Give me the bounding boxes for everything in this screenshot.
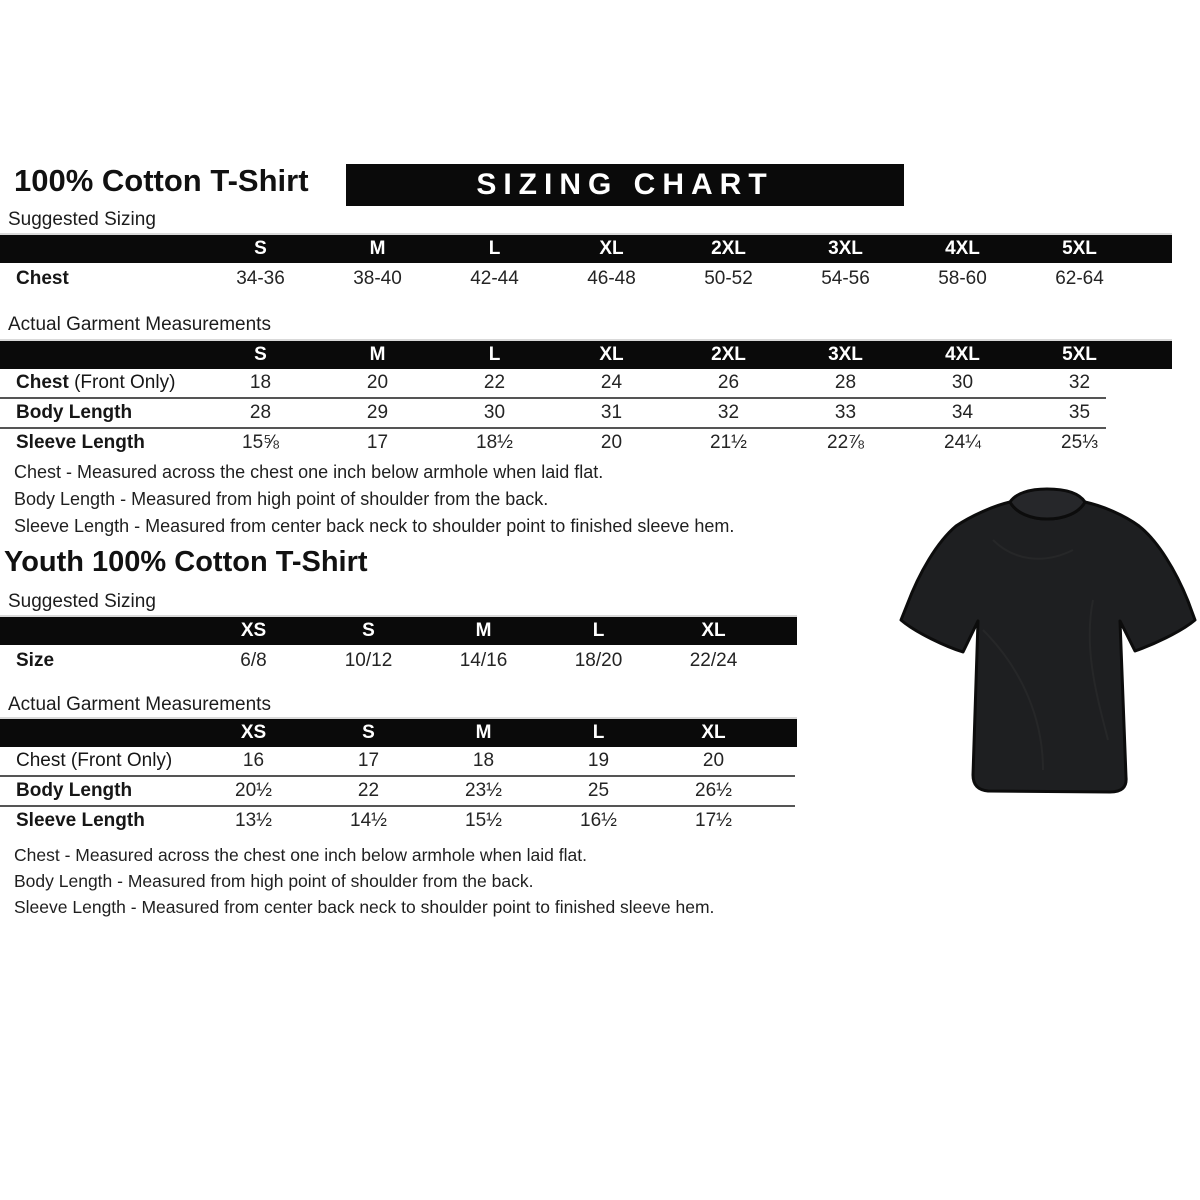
- measurement-value: 18: [249, 372, 272, 393]
- row-label: Sleeve Length: [16, 810, 145, 831]
- note-chest: Chest - Measured across the chest one inch below armhole when laid flat.: [14, 462, 604, 482]
- table-header-row: [0, 233, 1172, 263]
- table-row: [0, 399, 1106, 429]
- table-row: [0, 263, 1106, 294]
- row-label: Chest (Front Only): [16, 750, 173, 771]
- size-column-header: 2XL: [711, 238, 746, 259]
- measurement-value: 17½: [695, 810, 732, 831]
- measurement-value: 28: [834, 372, 857, 393]
- measurement-value: 26½: [695, 780, 732, 801]
- measurement-value: 62-64: [1055, 267, 1104, 289]
- measurement-value: 29: [366, 402, 389, 423]
- size-column-header: L: [592, 722, 605, 743]
- youth-actual-measurements-table: [0, 717, 797, 835]
- measurement-value: 50-52: [704, 267, 753, 289]
- table-row: [0, 807, 795, 835]
- measurement-value: 33: [834, 402, 857, 423]
- size-column-header: L: [592, 620, 605, 641]
- size-column-header: L: [488, 344, 501, 365]
- measurement-value: 30: [483, 402, 506, 423]
- size-column-header: XL: [599, 344, 624, 365]
- size-column-header: XL: [701, 722, 726, 743]
- size-column-header: 3XL: [828, 238, 863, 259]
- measurement-value: 17: [366, 432, 389, 453]
- table-row: [0, 645, 795, 676]
- adult-measurement-notes: [14, 459, 734, 540]
- measurement-value: 31: [600, 402, 623, 423]
- black-tshirt-image: [893, 480, 1200, 805]
- measurement-value: 16½: [580, 810, 617, 831]
- measurement-value: 23½: [465, 780, 502, 801]
- measurement-value: 15½: [465, 810, 502, 831]
- adult-suggested-sizing-table: [0, 233, 1172, 294]
- measurement-value: 35: [1068, 402, 1091, 423]
- measurement-value: 58-60: [938, 267, 987, 289]
- size-column-header: L: [488, 238, 501, 259]
- size-column-header: M: [475, 722, 492, 743]
- table-row: [0, 747, 795, 777]
- measurement-value: 18½: [476, 432, 513, 453]
- measurement-value: 22: [483, 372, 506, 393]
- measurement-value: 14/16: [459, 649, 508, 671]
- measurement-value: 20½: [235, 780, 272, 801]
- youth-actual-measurements-label: Actual Garment Measurements: [8, 694, 271, 715]
- measurement-value: 25: [587, 780, 610, 801]
- measurement-value: 20: [702, 750, 725, 771]
- measurement-value: 20: [600, 432, 623, 453]
- row-label: Body Length: [16, 780, 133, 801]
- measurement-value: 19: [587, 750, 610, 771]
- measurement-value: 22/24: [689, 649, 738, 671]
- measurement-value: 15⅝: [242, 432, 279, 453]
- tshirt-collar: [1010, 489, 1085, 519]
- table-header-row: [0, 717, 797, 747]
- measurement-value: 10/12: [344, 649, 393, 671]
- measurement-value: 21½: [710, 432, 747, 453]
- measurement-value: 34-36: [236, 267, 285, 289]
- note-body-length: Body Length - Measured from high point of shoulder from the back.: [14, 489, 549, 509]
- adult-actual-measurements-table: [0, 339, 1172, 457]
- measurement-value: 46-48: [587, 267, 636, 289]
- table-row: [0, 429, 1106, 457]
- measurement-value: 17: [357, 750, 380, 771]
- row-label: Chest: [16, 267, 69, 289]
- note-sleeve-length: Sleeve Length - Measured from center back neck to shoulder point to finished sleeve hem.: [14, 516, 735, 536]
- table-row: [0, 777, 795, 807]
- measurement-value: 13½: [235, 810, 272, 831]
- measurement-value: 18/20: [574, 649, 623, 671]
- measurement-value: 38-40: [353, 267, 402, 289]
- measurement-value: 54-56: [821, 267, 870, 289]
- size-column-header: M: [475, 620, 492, 641]
- size-column-header: S: [362, 620, 375, 641]
- size-column-header: M: [369, 344, 386, 365]
- size-column-header: 4XL: [945, 238, 980, 259]
- row-label: Body Length: [16, 402, 133, 423]
- size-column-header: 4XL: [945, 344, 980, 365]
- size-column-header: XS: [240, 620, 267, 641]
- note-body-length: Body Length - Measured from high point of shoulder from the back.: [14, 871, 534, 891]
- page-title: 100% Cotton T-Shirt: [14, 163, 309, 198]
- measurement-value: 20: [366, 372, 389, 393]
- size-column-header: 3XL: [828, 344, 863, 365]
- measurement-value: 32: [1068, 372, 1091, 393]
- note-chest: Chest - Measured across the chest one inch below armhole when laid flat.: [14, 845, 587, 865]
- youth-measurement-notes: [14, 842, 714, 920]
- size-column-header: M: [369, 238, 386, 259]
- measurement-value: 14½: [350, 810, 387, 831]
- measurement-value: 22: [357, 780, 380, 801]
- measurement-value: 18: [472, 750, 495, 771]
- measurement-value: 24¼: [944, 432, 981, 453]
- size-column-header: S: [254, 238, 267, 259]
- measurement-value: 34: [951, 402, 974, 423]
- measurement-value: 16: [242, 750, 265, 771]
- note-sleeve-length: Sleeve Length - Measured from center back neck to shoulder point to finished sleeve hem.: [14, 897, 715, 917]
- tshirt-body: [901, 502, 1195, 792]
- adult-actual-measurements-label: Actual Garment Measurements: [8, 314, 271, 335]
- youth-suggested-sizing-table: [0, 615, 797, 676]
- measurement-value: 30: [951, 372, 974, 393]
- sizing-chart-banner-text: SIZING CHART: [476, 168, 774, 201]
- measurement-value: 24: [600, 372, 623, 393]
- row-label: Chest (Front Only): [16, 372, 176, 393]
- size-column-header: 5XL: [1062, 344, 1097, 365]
- size-column-header: 5XL: [1062, 238, 1097, 259]
- size-column-header: 2XL: [711, 344, 746, 365]
- table-header-row: [0, 615, 797, 645]
- sizing-chart-banner: [346, 164, 904, 206]
- row-label: Sleeve Length: [16, 432, 145, 453]
- measurement-value: 32: [717, 402, 740, 423]
- measurement-value: 22⅞: [827, 432, 864, 453]
- youth-suggested-sizing-label: Suggested Sizing: [8, 591, 156, 612]
- measurement-value: 6/8: [240, 649, 267, 671]
- adult-suggested-sizing-label: Suggested Sizing: [8, 209, 156, 230]
- youth-section-title: Youth 100% Cotton T-Shirt: [4, 546, 368, 578]
- table-row: [0, 369, 1106, 399]
- measurement-value: 28: [249, 402, 272, 423]
- size-column-header: XS: [240, 722, 267, 743]
- measurement-value: 26: [717, 372, 740, 393]
- size-column-header: S: [254, 344, 267, 365]
- measurement-value: 25⅓: [1061, 432, 1098, 453]
- row-label: Size: [16, 649, 55, 671]
- measurement-value: 42-44: [470, 267, 519, 289]
- table-header-row: [0, 339, 1172, 369]
- size-column-header: XL: [599, 238, 624, 259]
- size-column-header: XL: [701, 620, 726, 641]
- size-column-header: S: [362, 722, 375, 743]
